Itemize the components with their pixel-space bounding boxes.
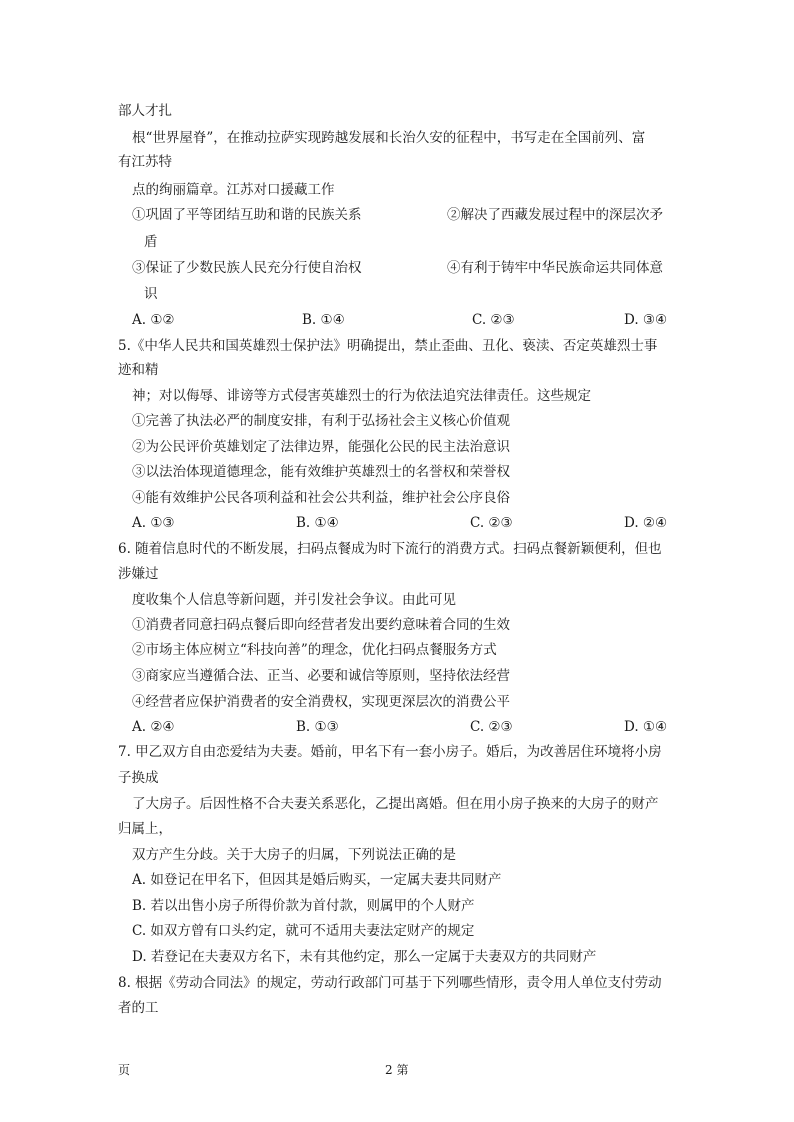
q4-statement-4-cont: 识 (144, 286, 158, 302)
footer-page-left: 页 (118, 1063, 131, 1077)
q4-line3: 点的绚丽篇章。江苏对口援藏工作 (132, 182, 335, 198)
q6-statement-1: ①消费者同意扫码点餐后即向经营者发出要约意味着合同的生效 (132, 617, 510, 633)
q7-line3: 了大房子。后因性格不合夫妻关系恶化，乙提出离婚。但在用小房子换来的大房子的财产 (132, 796, 659, 812)
q6-option-b[interactable]: B. ①③ (296, 719, 339, 735)
q8-line1: 8. 根据《劳动合同法》的规定，劳动行政部门可基于下列哪些情形，责令用人单位支付劳动 (118, 975, 662, 991)
q6-statement-4: ④经营者应保护消费者的安全消费权，实现更深层次的消费公平 (132, 694, 510, 710)
q6-statement-2: ②市场主体应树立“科技向善”的理念，优化扫码点餐服务方式 (132, 642, 497, 658)
q8-line2: 者的工 (118, 1000, 159, 1016)
q5-line3: 神；对以侮辱、诽谤等方式侵害英雄烈士的行为依法追究法律责任。这些规定 (132, 388, 591, 404)
q4-statement-3: ③保证了少数民族人民充分行使自治权 (132, 260, 362, 276)
q5-statement-4: ④能有效维护公民各项利益和社会公共利益，维护社会公序良俗 (132, 490, 510, 506)
footer-page-number: 2 第 (385, 1063, 409, 1077)
q5-statement-3: ③以法治体现道德理念，能有效维护英雄烈士的名誉权和荣誉权 (132, 464, 510, 480)
q4-option-d[interactable]: D. ③④ (624, 312, 668, 328)
q5-statement-1: ①完善了执法必严的制度安排，有利于弘扬社会主义核心价值观 (132, 413, 510, 429)
q5-option-a[interactable]: A. ①③ (132, 515, 175, 531)
q5-option-b[interactable]: B. ①④ (296, 515, 339, 531)
q6-line3: 度收集个人信息等新问题，并引发社会争议。由此可见 (132, 592, 456, 608)
q7-line5: 双方产生分歧。关于大房子的归属，下列说法正确的是 (132, 847, 456, 863)
q4-option-b[interactable]: B. ①④ (302, 312, 345, 328)
q7-line2: 子换成 (118, 770, 159, 786)
q5-option-d[interactable]: D. ②④ (624, 515, 668, 531)
q6-statement-3: ③商家应当遵循合法、正当、必要和诚信等原则，坚持依法经营 (132, 668, 510, 684)
q4-statement-2-cont: 盾 (144, 234, 158, 250)
q5-statement-2: ②为公民评价英雄划定了法律边界，能强化公民的民主法治意识 (132, 439, 510, 455)
q7-line1: 7. 甲乙双方自由恋爱结为夫妻。婚前，甲名下有一套小房子。婚后，为改善居住环境将小房 (118, 744, 662, 760)
q4-option-c[interactable]: C. ②③ (472, 312, 515, 328)
q5-line1: 5.《中华人民共和国英雄烈士保护法》明确提出，禁止歪曲、丑化、亵渎、否定英雄烈士事 (118, 338, 658, 354)
q4-line1: 根“世界屋脊”，在推动拉萨实现跨越发展和长治久安的征程中，书写走在全国前列、富 (132, 130, 646, 146)
q5-line2: 迹和精 (118, 362, 159, 378)
q7-line4: 归属上， (118, 821, 172, 837)
q7-option-c[interactable]: C. 如双方曾有口头约定，就可不适用夫妻法定财产的规定 (132, 923, 475, 939)
q5-option-c[interactable]: C. ②③ (470, 515, 513, 531)
q4-statement-4: ④有利于铸牢中华民族命运共同体意 (447, 260, 663, 276)
q6-option-d[interactable]: D. ①④ (624, 719, 668, 735)
q7-option-b[interactable]: B. 若以出售小房子所得价款为首付款，则属甲的个人财产 (132, 898, 475, 914)
q7-option-d[interactable]: D. 若登记在夫妻双方名下，未有其他约定，那么一定属于夫妻双方的共同财产 (132, 949, 597, 965)
q4-statement-2: ②解决了西藏发展过程中的深层次矛 (447, 207, 663, 223)
q6-option-c[interactable]: C. ②③ (470, 719, 513, 735)
q4-statement-1: ①巩固了平等团结互助和谐的民族关系 (132, 207, 362, 223)
q6-line1: 6. 随着信息时代的不断发展，扫码点餐成为时下流行的消费方式。扫码点餐新颖便利，但也 (118, 541, 662, 557)
q6-option-a[interactable]: A. ②④ (132, 719, 175, 735)
q6-line2: 涉嫌过 (118, 566, 159, 582)
q7-option-a[interactable]: A. 如登记在甲名下，但因其是婚后购买，一定属夫妻共同财产 (132, 872, 502, 888)
q4-option-a[interactable]: A. ①② (132, 312, 175, 328)
q4-line2: 有江苏特 (118, 154, 172, 170)
q4-line0: 部人才扎 (118, 103, 172, 119)
